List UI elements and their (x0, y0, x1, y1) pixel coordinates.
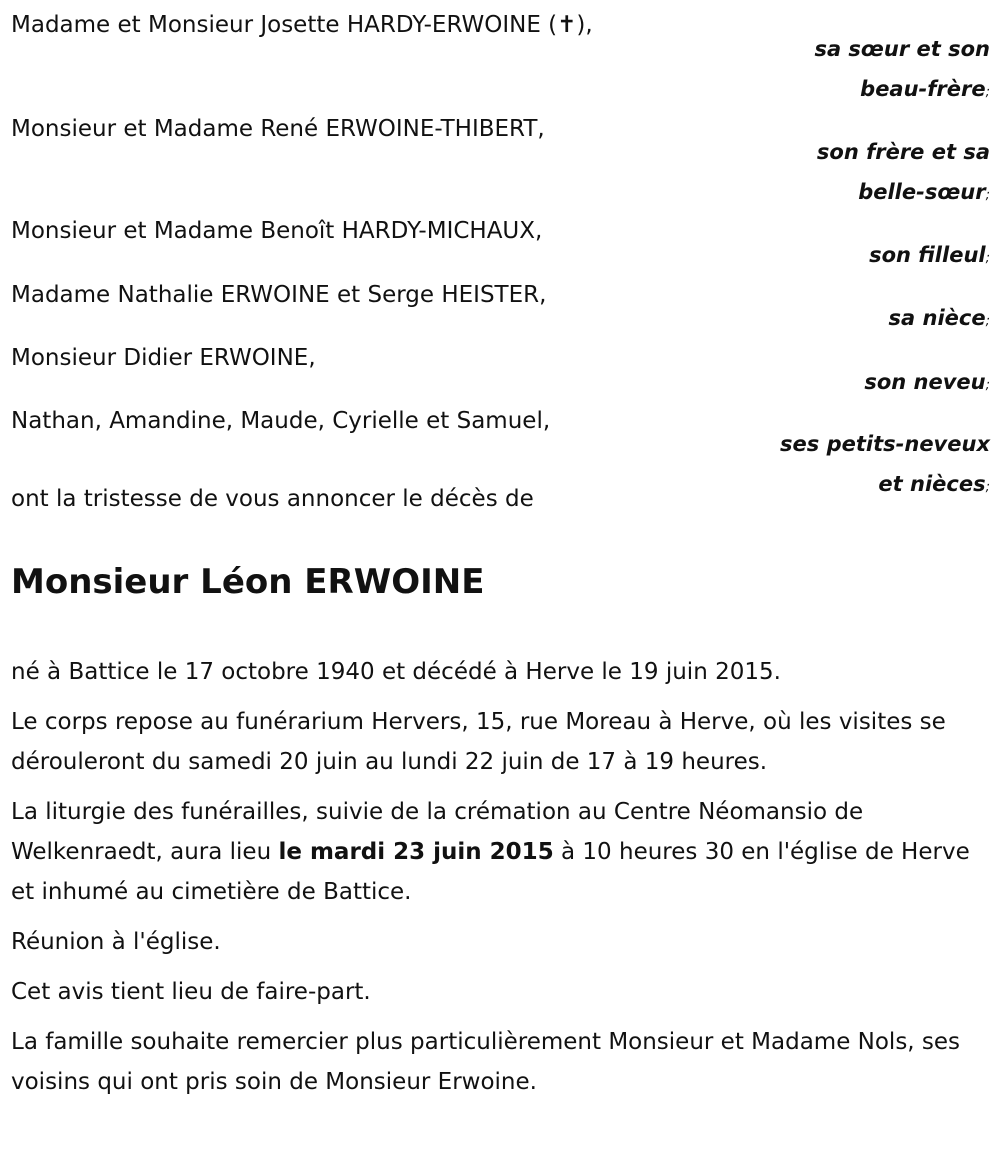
relation-separator: ; (985, 188, 990, 203)
family-member-3 (11, 216, 542, 246)
relation-separator: ; (985, 314, 990, 329)
deceased-name: Monsieur Léon ERWOINE (11, 562, 485, 602)
relation-separator: ; (985, 480, 990, 495)
relation-text: son neveu (864, 370, 986, 394)
relation-text: et nièces (878, 472, 986, 496)
notice-body (11, 652, 991, 1112)
relation-text: sa sœur et son (814, 37, 990, 61)
relation-3 (690, 235, 990, 279)
relation-text: beau-frère (860, 77, 986, 101)
cross-icon: ✝ (557, 12, 577, 38)
relation-separator: ; (985, 85, 990, 100)
thanks-paragraph: La famille souhaite remercier plus particulièrement Monsieur et Madame Nols, ses voisins qui ont pris soin de Monsieur Erwoine. (11, 1029, 961, 1095)
family-member-4 (11, 280, 546, 310)
relation-text: son frère et sa (816, 140, 990, 164)
family-member-name: Monsieur Didier ERWOINE, (11, 345, 316, 371)
family-member-suffix: ), (576, 12, 593, 38)
family-member-name: Monsieur et Madame Benoît HARDY-MICHAUX, (11, 218, 543, 244)
relation-2 (690, 132, 990, 216)
funeral-text: La liturgie des funérailles, suivie de la crémation au Centre Néomansio de Welkenraedt, aura lieu (11, 799, 864, 865)
relation-separator: ; (985, 378, 990, 393)
relation-4 (690, 298, 990, 342)
relation-text: sa nièce (888, 306, 986, 330)
funeral-paragraph (11, 792, 991, 912)
relation-1 (690, 29, 990, 113)
family-member-1 (11, 10, 593, 40)
meeting-paragraph: Réunion à l'église. (11, 929, 221, 955)
relation-text: belle-sœur (858, 180, 986, 204)
family-member-name: Nathan, Amandine, Maude, Cyrielle et Samuel, (11, 408, 551, 434)
family-member-name: Madame Nathalie ERWOINE et Serge HEISTER, (11, 282, 547, 308)
birth-death-paragraph: né à Battice le 17 octobre 1940 et décédé à Herve le 19 juin 2015. (11, 659, 781, 685)
relation-5 (690, 362, 990, 406)
funeral-date: le mardi 23 juin 2015 (278, 839, 554, 865)
family-member-5 (11, 343, 316, 373)
family-member-name: Madame et Monsieur Josette HARDY-ERWOINE ( (11, 12, 558, 38)
funeral-text: à 10 heures 30 en l'église de Herve et inhumé au cimetière de Battice. (11, 839, 970, 905)
relation-6 (690, 424, 990, 508)
notice-paragraph: Cet avis tient lieu de faire-part. (11, 979, 371, 1005)
family-member-name: Monsieur et Madame René ERWOINE-THIBERT, (11, 116, 545, 142)
family-member-2 (11, 114, 545, 144)
relation-separator: ; (985, 251, 990, 266)
family-member-6 (11, 406, 550, 436)
announcement-intro: ont la tristesse de vous annoncer le décès de (11, 486, 534, 512)
visitation-paragraph: Le corps repose au funérarium Hervers, 15, rue Moreau à Herve, où les visites se dérouleront du samedi 20 juin au lundi 22 juin de 17 à 19 heures. (11, 709, 946, 775)
relation-text: son filleul (869, 243, 986, 267)
relation-text: ses petits-neveux (780, 432, 990, 456)
